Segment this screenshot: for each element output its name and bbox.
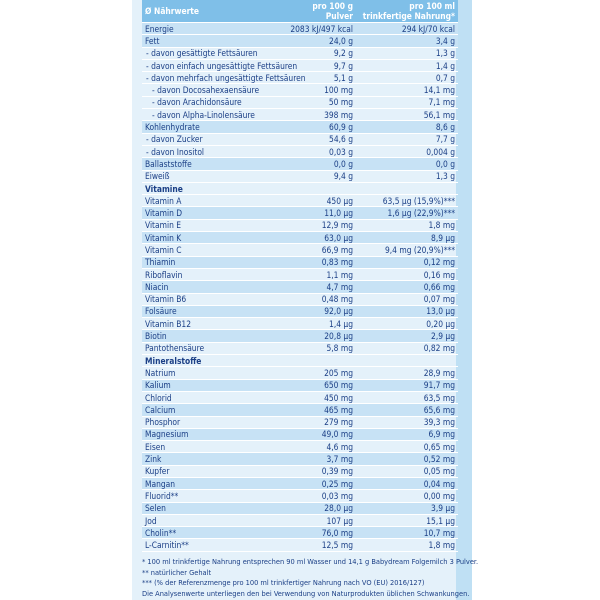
nutrient-row xyxy=(142,23,458,35)
value-per-100g xyxy=(274,355,356,367)
value-per-100ml xyxy=(356,355,458,367)
nutrient-row xyxy=(142,330,458,342)
nutrient-label: Vitamin B6 xyxy=(142,293,274,305)
value-per-100g: 20,8 µg xyxy=(274,330,356,342)
value-per-100g: 9,2 g xyxy=(274,47,356,59)
value-per-100ml: 7,1 mg xyxy=(356,96,458,108)
value-per-100ml: 3,4 g xyxy=(356,35,458,47)
value-per-100ml: 63,5 µg (15,9%)*** xyxy=(356,195,458,207)
value-per-100g: 205 mg xyxy=(274,367,356,379)
nutrient-row xyxy=(142,379,458,391)
header-per-100ml-line1: pro 100 ml xyxy=(409,1,455,11)
value-per-100g: 9,7 g xyxy=(274,59,356,71)
nutrient-label: Vitamin A xyxy=(142,195,274,207)
value-per-100g: 4,7 mg xyxy=(274,281,356,293)
value-per-100ml: 7,7 g xyxy=(356,133,458,145)
nutrient-row xyxy=(142,109,458,121)
nutrient-label: Riboflavin xyxy=(142,268,274,280)
nutrient-row xyxy=(142,268,458,280)
value-per-100g: 28,0 µg xyxy=(274,502,356,514)
nutrient-label: Mineralstoffe xyxy=(142,355,274,367)
value-per-100ml: 0,20 µg xyxy=(356,318,458,330)
nutrient-row xyxy=(142,404,458,416)
nutrient-row xyxy=(142,281,458,293)
nutrient-label: Kohlenhydrate xyxy=(142,121,274,133)
value-per-100g: 465 mg xyxy=(274,404,356,416)
value-per-100ml: 10,7 mg xyxy=(356,527,458,539)
nutrient-label: Cholin** xyxy=(142,527,274,539)
value-per-100g: 100 mg xyxy=(274,84,356,96)
nutrient-label: Vitamine xyxy=(142,182,274,194)
value-per-100g: 50 mg xyxy=(274,96,356,108)
value-per-100g: 24,0 g xyxy=(274,35,356,47)
value-per-100ml: 0,7 g xyxy=(356,72,458,84)
nutrient-row xyxy=(142,465,458,477)
value-per-100ml: 0,65 mg xyxy=(356,441,458,453)
value-per-100ml: 6,9 mg xyxy=(356,428,458,440)
value-per-100g: 12,5 mg xyxy=(274,539,356,551)
nutrient-row xyxy=(142,477,458,489)
value-per-100ml: 63,5 mg xyxy=(356,391,458,403)
value-per-100g: 0,39 mg xyxy=(274,465,356,477)
value-per-100g: 398 mg xyxy=(274,109,356,121)
nutrient-label: Selen xyxy=(142,502,274,514)
nutrient-row xyxy=(142,232,458,244)
value-per-100ml: 0,16 mg xyxy=(356,268,458,280)
nutrition-table xyxy=(142,0,458,552)
nutrient-row xyxy=(142,96,458,108)
nutrient-row xyxy=(142,441,458,453)
nutrient-label: Chlorid xyxy=(142,391,274,403)
value-per-100g: 450 µg xyxy=(274,195,356,207)
nutrient-label: Thiamin xyxy=(142,256,274,268)
value-per-100ml: 0,07 mg xyxy=(356,293,458,305)
value-per-100g xyxy=(274,182,356,194)
nutrient-row xyxy=(142,145,458,157)
section-heading-row xyxy=(142,355,458,367)
value-per-100ml: 28,9 mg xyxy=(356,367,458,379)
header-per-100g-line1: pro 100 g xyxy=(312,1,353,11)
value-per-100ml: 0,66 mg xyxy=(356,281,458,293)
nutrient-row xyxy=(142,367,458,379)
value-per-100g: 5,1 g xyxy=(274,72,356,84)
value-per-100ml: 14,1 mg xyxy=(356,84,458,96)
value-per-100g: 1,1 mg xyxy=(274,268,356,280)
nutrient-row xyxy=(142,207,458,219)
value-per-100g: 0,03 g xyxy=(274,145,356,157)
nutrient-label: Kupfer xyxy=(142,465,274,477)
nutrient-row xyxy=(142,305,458,317)
nutrient-row xyxy=(142,293,458,305)
nutrient-label: Jod xyxy=(142,514,274,526)
nutrient-label: Fluorid** xyxy=(142,490,274,502)
nutrient-label: - davon Inositol xyxy=(142,145,274,157)
value-per-100g: 279 mg xyxy=(274,416,356,428)
nutrient-row xyxy=(142,514,458,526)
value-per-100g: 11,0 µg xyxy=(274,207,356,219)
value-per-100g: 5,8 mg xyxy=(274,342,356,354)
value-per-100g: 0,48 mg xyxy=(274,293,356,305)
table-header-row xyxy=(142,0,458,23)
value-per-100ml: 2,9 µg xyxy=(356,330,458,342)
nutrient-row xyxy=(142,453,458,465)
value-per-100ml: 0,82 mg xyxy=(356,342,458,354)
nutrient-row xyxy=(142,539,458,551)
nutrient-row xyxy=(142,428,458,440)
nutrient-row xyxy=(142,47,458,59)
value-per-100ml: 1,8 mg xyxy=(356,219,458,231)
value-per-100ml: 65,6 mg xyxy=(356,404,458,416)
value-per-100g: 66,9 mg xyxy=(274,244,356,256)
value-per-100ml: 56,1 mg xyxy=(356,109,458,121)
value-per-100ml: 15,1 µg xyxy=(356,514,458,526)
value-per-100g: 0,0 g xyxy=(274,158,356,170)
nutrient-row xyxy=(142,35,458,47)
nutrient-label: Pantothensäure xyxy=(142,342,274,354)
value-per-100ml: 1,3 g xyxy=(356,47,458,59)
value-per-100ml: 1,8 mg xyxy=(356,539,458,551)
value-per-100g: 107 µg xyxy=(274,514,356,526)
value-per-100ml xyxy=(356,182,458,194)
nutrient-row xyxy=(142,121,458,133)
footnote: *** (% der Referenzmenge pro 100 ml trinkfertiger Nahrung nach VO (EU) 2016/127) xyxy=(142,578,425,587)
value-per-100g: 1,4 µg xyxy=(274,318,356,330)
nutrient-label: - davon Arachidonsäure xyxy=(142,96,274,108)
nutrient-label: Biotin xyxy=(142,330,274,342)
nutrient-row xyxy=(142,158,458,170)
value-per-100ml: 0,04 mg xyxy=(356,477,458,489)
value-per-100ml: 13,0 µg xyxy=(356,305,458,317)
nutrient-label: Phosphor xyxy=(142,416,274,428)
nutrient-row xyxy=(142,256,458,268)
nutrient-label: Niacin xyxy=(142,281,274,293)
nutrient-row xyxy=(142,502,458,514)
footnote: * 100 ml trinkfertige Nahrung entsprechen 90 ml Wasser und 14,1 g Babydream Folgemilch 3 Pulver. xyxy=(142,557,479,566)
nutrient-label: Vitamin K xyxy=(142,232,274,244)
nutrient-row xyxy=(142,416,458,428)
nutrient-label: Energie xyxy=(142,23,274,35)
header-per-100g xyxy=(274,0,356,23)
value-per-100g: 63,0 µg xyxy=(274,232,356,244)
section-heading-row xyxy=(142,182,458,194)
value-per-100ml: 1,3 g xyxy=(356,170,458,182)
value-per-100ml: 0,004 g xyxy=(356,145,458,157)
value-per-100g: 49,0 mg xyxy=(274,428,356,440)
value-per-100ml: 1,6 µg (22,9%)*** xyxy=(356,207,458,219)
nutrient-label: Natrium xyxy=(142,367,274,379)
nutrient-label: Vitamin D xyxy=(142,207,274,219)
value-per-100g: 450 mg xyxy=(274,391,356,403)
footnote: Die Analysenwerte unterliegen den bei Verwendung von Naturprodukten üblichen Schwankungen. xyxy=(142,588,470,598)
nutrient-label: - davon einfach ungesättigte Fettsäuren xyxy=(142,59,274,71)
nutrient-label: Kalium xyxy=(142,379,274,391)
nutrient-label: Magnesium xyxy=(142,428,274,440)
nutrient-label: Ballaststoffe xyxy=(142,158,274,170)
nutrient-label: - davon Zucker xyxy=(142,133,274,145)
nutrient-label: Fett xyxy=(142,35,274,47)
nutrient-row xyxy=(142,195,458,207)
nutrient-label: Mangan xyxy=(142,477,274,489)
nutrient-row xyxy=(142,391,458,403)
nutrient-row xyxy=(142,527,458,539)
value-per-100g: 650 mg xyxy=(274,379,356,391)
header-per-100ml xyxy=(356,0,458,23)
value-per-100ml: 39,3 mg xyxy=(356,416,458,428)
nutrient-label: - davon Alpha-Linolensäure xyxy=(142,109,274,121)
value-per-100ml: 8,9 µg xyxy=(356,232,458,244)
value-per-100g: 12,9 mg xyxy=(274,219,356,231)
nutrient-label: Zink xyxy=(142,453,274,465)
nutrient-row xyxy=(142,170,458,182)
value-per-100ml: 8,6 g xyxy=(356,121,458,133)
nutrient-label: - davon mehrfach ungesättigte Fettsäuren xyxy=(142,72,274,84)
value-per-100ml: 9,4 mg (20,9%)*** xyxy=(356,244,458,256)
header-per-100g-line2: Pulver xyxy=(325,11,353,21)
value-per-100g: 60,9 g xyxy=(274,121,356,133)
footnote: ** natürlicher Gehalt xyxy=(142,567,212,577)
value-per-100ml: 1,4 g xyxy=(356,59,458,71)
value-per-100ml: 91,7 mg xyxy=(356,379,458,391)
nutrient-label: Vitamin B12 xyxy=(142,318,274,330)
nutrient-row xyxy=(142,72,458,84)
nutrient-label: L-Carnitin** xyxy=(142,539,274,551)
value-per-100g: 0,03 mg xyxy=(274,490,356,502)
value-per-100g: 0,25 mg xyxy=(274,477,356,489)
nutrient-row xyxy=(142,84,458,96)
nutrient-row xyxy=(142,219,458,231)
panel-right-band xyxy=(456,0,472,600)
nutrient-row xyxy=(142,133,458,145)
nutrient-row xyxy=(142,244,458,256)
value-per-100g: 54,6 g xyxy=(274,133,356,145)
value-per-100ml: 0,12 mg xyxy=(356,256,458,268)
nutrient-row xyxy=(142,490,458,502)
nutrient-row xyxy=(142,342,458,354)
value-per-100ml: 0,52 mg xyxy=(356,453,458,465)
nutrient-row xyxy=(142,318,458,330)
nutrient-label: Calcium xyxy=(142,404,274,416)
nutrient-label: Vitamin C xyxy=(142,244,274,256)
nutrient-label: - davon gesättigte Fettsäuren xyxy=(142,47,274,59)
value-per-100ml: 3,9 µg xyxy=(356,502,458,514)
value-per-100g: 9,4 g xyxy=(274,170,356,182)
value-per-100g: 4,6 mg xyxy=(274,441,356,453)
value-per-100g: 76,0 mg xyxy=(274,527,356,539)
nutrient-label: Folsäure xyxy=(142,305,274,317)
value-per-100g: 0,83 mg xyxy=(274,256,356,268)
nutrient-label: Eiweiß xyxy=(142,170,274,182)
header-per-100ml-line2: trinkfertige Nahrung* xyxy=(362,11,455,21)
nutrient-row xyxy=(142,59,458,71)
nutrient-label: Vitamin E xyxy=(142,219,274,231)
value-per-100ml: 0,00 mg xyxy=(356,490,458,502)
value-per-100g: 2083 kJ/497 kcal xyxy=(274,23,356,35)
value-per-100g: 3,7 mg xyxy=(274,453,356,465)
value-per-100ml: 294 kJ/70 kcal xyxy=(356,23,458,35)
nutrient-label: Eisen xyxy=(142,441,274,453)
value-per-100ml: 0,0 g xyxy=(356,158,458,170)
value-per-100g: 92,0 µg xyxy=(274,305,356,317)
nutrient-label: - davon Docosahexaensäure xyxy=(142,84,274,96)
header-nutrient: Ø Nährwerte xyxy=(142,0,274,23)
value-per-100ml: 0,05 mg xyxy=(356,465,458,477)
